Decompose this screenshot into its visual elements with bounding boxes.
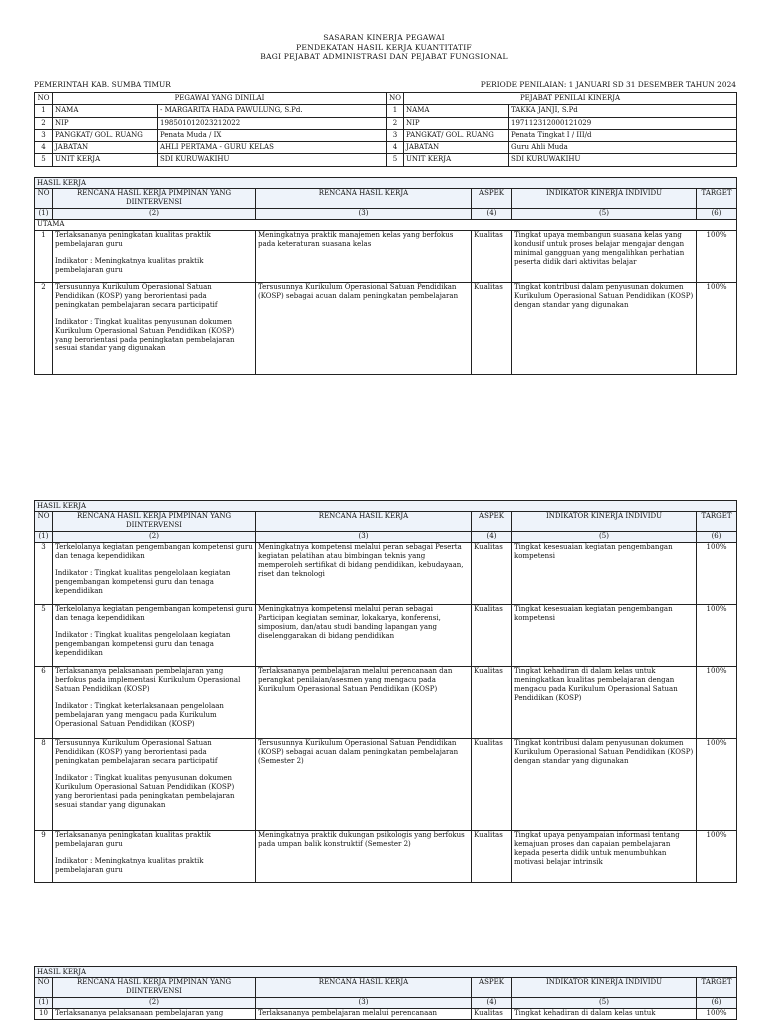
row-target: 100% [697,542,737,604]
no-header: NO [35,93,53,105]
utama-row [35,219,737,230]
pimpinan-indikator: Indikator : Meningkatnya kualitas praktik pembelajaran guru [55,256,204,274]
cell-no: 5 [387,154,404,166]
cell-no: 2 [35,117,53,129]
cell-value: TAKKA JANJI, S.Pd [509,105,737,117]
col-pimpinan: RENCANA HASIL KERJA PIMPINAN YANG DIINTERVENSI [53,977,256,997]
row-indikator: Tingkat kontribusi dalam penyusunan dokumen Kurikulum Operasional Satuan Pendidikan (KOSP) dengan standar yang digunakan [512,282,697,374]
cell-value: 197112312000121029 [509,117,737,129]
penilai-header: PEJABAT PENILAI KINERJA [404,93,737,105]
col-pimpinan: RENCANA HASIL KERJA PIMPINAN YANG DIINTERVENSI [53,188,256,208]
row-aspek: Kualitas [472,282,512,374]
periode-label: PERIODE PENILAIAN: 1 JANUARI SD 31 DESEMBER TAHUN 2024 [480,80,736,89]
utama-label: UTAMA [35,219,737,230]
row-aspek: Kualitas [472,604,512,666]
row-target: 100% [697,1008,737,1019]
cell-no: 3 [387,129,404,141]
col-indikator: INDIKATOR KINERJA INDIVIDU [512,511,697,531]
instansi-label: PEMERINTAH KAB. SUMBA TIMUR [34,80,171,89]
row-no: 10 [35,1008,53,1019]
col-num: (2) [53,997,256,1008]
col-target: TARGET [697,977,737,997]
col-aspek: ASPEK [472,188,512,208]
row-target: 100% [697,230,737,282]
col-num: (5) [512,997,697,1008]
row-no: 1 [35,230,53,282]
column-number-row [35,531,737,542]
row-rencana: Tersusunnya Kurikulum Operasional Satuan Pendidikan (KOSP) sebagai acuan dalam peningkatan pembelajaran (Semester 2) [256,738,472,830]
column-header-row [35,511,737,531]
row-no: 5 [35,604,53,666]
row-aspek: Kualitas [472,830,512,882]
row-target: 100% [697,830,737,882]
employee-header-row [35,93,737,105]
row-no: 6 [35,666,53,738]
row-no: 3 [35,542,53,604]
col-num: (1) [35,997,53,1008]
col-num: (5) [512,531,697,542]
cell-no: 4 [387,142,404,154]
col-num: (5) [512,208,697,219]
pimpinan-indikator: Indikator : Tingkat kualitas penyusunan dokumen Kurikulum Operasional Satuan Pendidikan (KOSP) yang berorientasi pada peningkatan pembelajaran sesuai standar yang digunakan [55,317,235,353]
table-row [35,282,737,374]
row-aspek: Kualitas [472,666,512,738]
employee-row [35,142,737,154]
row-indikator: Tingkat kesesuaian kegiatan pengembangan kompetensi [512,604,697,666]
row-indikator: Tingkat upaya membangun suasana kelas yang kondusif untuk proses belajar mengajar dengan minimal gangguan yang mengalihkan perhatian peserta didik dari aktivitas belajar [512,230,697,282]
column-number-row [35,208,737,219]
row-aspek: Kualitas [472,542,512,604]
row-pimpinan [53,542,256,604]
table-row [35,230,737,282]
cell-no: 5 [35,154,53,166]
cell-label: PANGKAT/ GOL. RUANG [404,129,509,141]
no-header-2: NO [387,93,404,105]
table-row [35,1008,737,1019]
pegawai-header: PEGAWAI YANG DINILAI [53,93,387,105]
cell-label: JABATAN [53,142,158,154]
col-indikator: INDIKATOR KINERJA INDIVIDU [512,977,697,997]
row-aspek: Kualitas [472,230,512,282]
row-pimpinan [53,830,256,882]
pimpinan-text: Terkelolanya kegiatan pengembangan kompetensi guru dan tenaga kependidikan [55,543,253,561]
col-no: NO [35,511,53,531]
hasil-kerja-table-1 [34,177,737,375]
table-row [35,542,737,604]
cell-label: UNIT KERJA [404,154,509,166]
col-rencana: RENCANA HASIL KERJA [256,188,472,208]
section-label: HASIL KERJA [35,501,737,512]
col-pimpinan: RENCANA HASIL KERJA PIMPINAN YANG DIINTERVENSI [53,511,256,531]
row-target: 100% [697,604,737,666]
pimpinan-indikator: Indikator : Tingkat kualitas penyusunan dokumen Kurikulum Operasional Satuan Pendidikan (KOSP) yang berorientasi pada peningkatan pembelajaran sesuai standar yang digunakan [55,773,235,809]
col-num: (3) [256,531,472,542]
cell-value: SDI KURUWAKIHU [158,154,387,166]
cell-value: SDI KURUWAKIHU [509,154,737,166]
employee-row [35,154,737,166]
row-rencana: Terlaksananya pembelajaran melalui perencanaan dan perangkat penilaian/asesmen yang mengacu pada Kurikulum Operasional Satuan Pendidikan (KOSP) [256,666,472,738]
column-number-row [35,997,737,1008]
employee-table [34,92,737,167]
header-title: SASARAN KINERJA PEGAWAI [323,33,445,42]
row-rencana: Meningkatnya kompetensi melalui peran sebagai Participan kegiatan seminar, lokakarya, konferensi, simposium, dan/atau studi banding lapangan yang diselenggarakan di bidang pendidikan [256,604,472,666]
employee-row [35,105,737,117]
pimpinan-text: Terlaksananya peningkatan kualitas praktik pembelajaran guru [55,831,211,849]
cell-value: Guru Ahli Muda [509,142,737,154]
col-num: (3) [256,997,472,1008]
employee-row [35,129,737,141]
row-rencana: Meningkatnya praktik dukungan psikologis yang berfokus pada umpan balik konstruktif (Semester 2) [256,830,472,882]
col-rencana: RENCANA HASIL KERJA [256,511,472,531]
row-indikator: Tingkat kehadiran di dalam kelas untuk [512,1008,697,1019]
col-num: (6) [697,997,737,1008]
cell-value: 198501012023212022 [158,117,387,129]
cell-value: Penata Tingkat I / III/d [509,129,737,141]
section-label: HASIL KERJA [35,178,737,189]
cell-no: 4 [35,142,53,154]
column-header-row [35,188,737,208]
column-header-row [35,977,737,997]
row-no: 9 [35,830,53,882]
table-row [35,738,737,830]
col-num: (6) [697,208,737,219]
row-rencana: Meningkatnya praktik manajemen kelas yang berfokus pada keteraturan suasana kelas [256,230,472,282]
cell-label: NIP [404,117,509,129]
pimpinan-text: Tersusunnya Kurikulum Operasional Satuan Pendidikan (KOSP) yang berorientasi pada peningkatan pembelajaran secara participatif [55,283,218,309]
table-row [35,830,737,882]
cell-label: JABATAN [404,142,509,154]
cell-no: 2 [387,117,404,129]
row-indikator: Tingkat upaya penyampaian informasi tentang kemajuan proses dan capaian pembelajaran kepada peserta didik untuk menumbuhkan motivasi belajar intrinsik [512,830,697,882]
row-rencana: Terlaksananya pembelajaran melalui perencanaan [256,1008,472,1019]
cell-no: 3 [35,129,53,141]
col-num: (4) [472,531,512,542]
col-target: TARGET [697,511,737,531]
col-rencana: RENCANA HASIL KERJA [256,977,472,997]
document-header [0,33,768,62]
row-pimpinan [53,230,256,282]
cell-label: NAMA [53,105,158,117]
pimpinan-indikator: Indikator : Tingkat kualitas pengelolaan kegiatan pengembangan kompetensi guru dan tenaga kependidikan [55,568,231,595]
row-pimpinan [53,282,256,374]
section-row [35,501,737,512]
cell-value: - MARGARITA HADA PAWULUNG, S.Pd. [158,105,387,117]
row-no: 8 [35,738,53,830]
col-num: (6) [697,531,737,542]
row-indikator: Tingkat kesesuaian kegiatan pengembangan kompetensi [512,542,697,604]
row-aspek: Kualitas [472,1008,512,1019]
col-aspek: ASPEK [472,977,512,997]
pimpinan-indikator: Indikator : Tingkat keterlaksanaan pengelolaan pembelajaran yang mengacu pada Kurikulum Operasional Satuan Pendidikan (KOSP) [55,701,224,728]
table-row [35,666,737,738]
cell-value: Penata Muda / IX [158,129,387,141]
row-no: 2 [35,282,53,374]
pimpinan-indikator: Indikator : Meningkatnya kualitas praktik pembelajaran guru [55,856,204,874]
cell-label: UNIT KERJA [53,154,158,166]
row-pimpinan: Terlaksananya pelaksanaan pembelajaran yang [53,1008,256,1019]
row-pimpinan [53,666,256,738]
cell-no: 1 [35,105,53,117]
col-no: NO [35,977,53,997]
section-row [35,178,737,189]
row-rencana: Tersusunnya Kurikulum Operasional Satuan Pendidikan (KOSP) sebagai acuan dalam peningkatan pembelajaran [256,282,472,374]
pimpinan-text: Terlaksananya pelaksanaan pembelajaran yang berfokus pada implementasi Kurikulum Operasional Satuan Pendidikan (KOSP) [55,667,241,693]
pimpinan-text: Terkelolanya kegiatan pengembangan kompetensi guru dan tenaga kependidikan [55,605,253,623]
col-num: (4) [472,997,512,1008]
col-no: NO [35,188,53,208]
row-rencana: Meningkatnya kompetensi melalui peran sebagai Peserta kegiatan pelatihan atau bimbingan teknis yang memperoleh sertifikat di bidang pendidikan, kebudayaan, riset dan teknologi [256,542,472,604]
header-subtitle: PENDEKATAN HASIL KERJA KUANTITATIF [296,42,472,52]
row-aspek: Kualitas [472,738,512,830]
row-target: 100% [697,282,737,374]
col-num: (4) [472,208,512,219]
row-pimpinan [53,604,256,666]
hasil-kerja-table-2 [34,500,737,883]
col-num: (3) [256,208,472,219]
header-subtitle-2: BAGI PEJABAT ADMINISTRASI DAN PEJABAT FUNGSIONAL [260,52,508,61]
cell-label: NAMA [404,105,509,117]
row-pimpinan [53,738,256,830]
section-label: HASIL KERJA [35,967,737,978]
employee-row [35,117,737,129]
pimpinan-text: Tersusunnya Kurikulum Operasional Satuan Pendidikan (KOSP) yang berorientasi pada peningkatan pembelajaran secara participatif [55,739,218,765]
section-row [35,967,737,978]
row-indikator: Tingkat kontribusi dalam penyusunan dokumen Kurikulum Operasional Satuan Pendidikan (KOSP) dengan standar yang digunakan [512,738,697,830]
hasil-kerja-table-3 [34,966,737,1020]
cell-label: PANGKAT/ GOL. RUANG [53,129,158,141]
col-indikator: INDIKATOR KINERJA INDIVIDU [512,188,697,208]
col-num: (1) [35,531,53,542]
cell-value: AHLI PERTAMA - GURU KELAS [158,142,387,154]
row-target: 100% [697,738,737,830]
cell-no: 1 [387,105,404,117]
cell-label: NIP [53,117,158,129]
col-num: (1) [35,208,53,219]
pimpinan-indikator: Indikator : Tingkat kualitas pengelolaan kegiatan pengembangan kompetensi guru dan tenaga kependidikan [55,630,231,657]
pimpinan-text: Terlaksananya peningkatan kualitas praktik pembelajaran guru [55,231,211,248]
col-aspek: ASPEK [472,511,512,531]
col-target: TARGET [697,188,737,208]
table-row [35,604,737,666]
row-indikator: Tingkat kehadiran di dalam kelas untuk meningkatkan kualitas pembelajaran dengan mengacu pada Kurikulum Operasional Satuan Pendidikan (KOSP) [512,666,697,738]
row-target: 100% [697,666,737,738]
col-num: (2) [53,531,256,542]
col-num: (2) [53,208,256,219]
